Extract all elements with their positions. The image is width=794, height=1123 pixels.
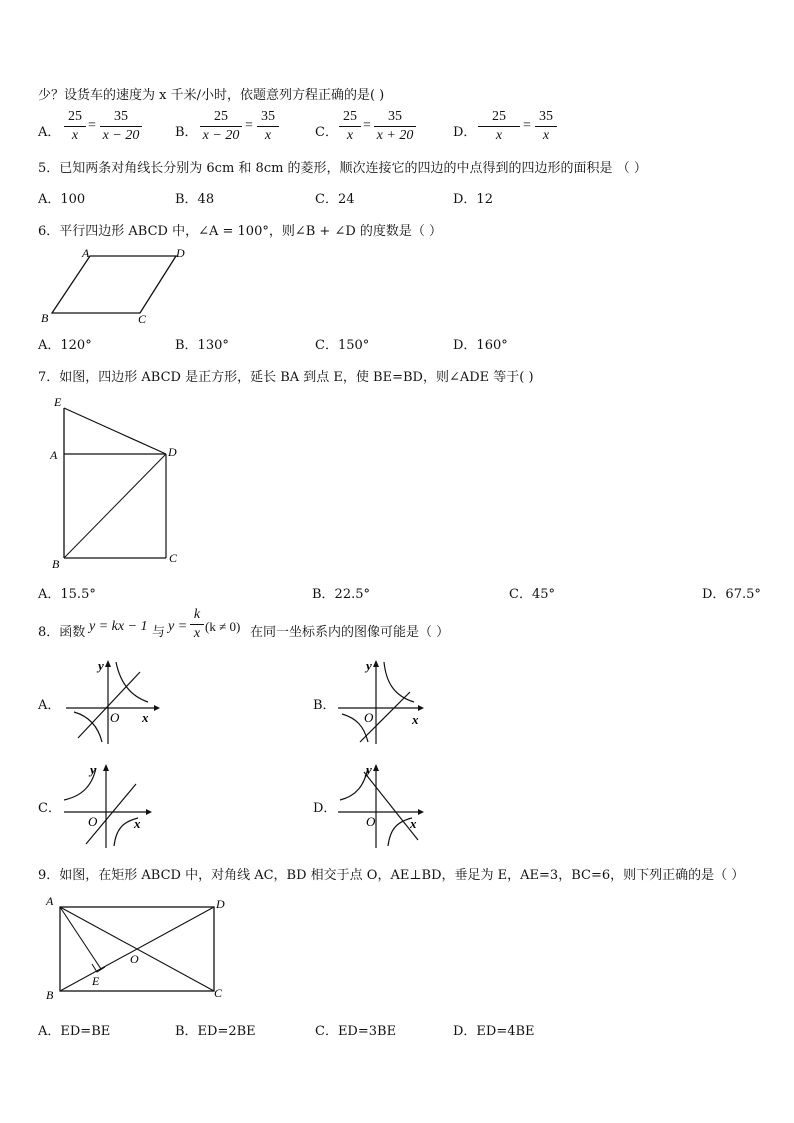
fraction-right: $\frac{35}{x}$	[535, 108, 557, 145]
equals-sign: =	[523, 118, 531, 133]
label-d: D	[176, 246, 185, 260]
q8-eq1: y = kx − 1	[89, 619, 148, 634]
q8-graph-d[interactable]	[334, 760, 434, 850]
q8-stem-suffix: 在同一坐标系内的图像可能是（ ）	[250, 625, 450, 640]
square-figure	[44, 392, 194, 572]
q4-stem: 少？设货车的速度为 x 千米/小时，依题意列方程正确的是( )	[38, 88, 385, 103]
svg-text:O: O	[364, 710, 374, 725]
q5-option-a[interactable]: A．100	[38, 192, 86, 207]
q7-option-a[interactable]: A．15.5°	[38, 587, 96, 602]
q5-option-b[interactable]: B．48	[175, 192, 215, 207]
svg-text:O: O	[88, 814, 98, 829]
label-b: B	[46, 988, 54, 1002]
q8-graph-c[interactable]	[60, 760, 160, 850]
label-a: A	[82, 246, 90, 260]
q8-option-c-label[interactable]: C．	[38, 801, 61, 816]
label-b: B	[41, 311, 49, 325]
q9-option-d[interactable]: D．ED=4BE	[453, 1024, 535, 1039]
fraction-right: $\frac{35}{x}$	[257, 108, 279, 145]
option-label: B．	[175, 125, 198, 140]
q6-option-d[interactable]: D．160°	[453, 338, 508, 353]
fraction-left: $\frac{25}{x}$	[478, 108, 520, 145]
q6-option-a[interactable]: A．120°	[38, 338, 92, 353]
option-label: D．	[453, 125, 477, 140]
fraction-left: $\frac{25}{x}$	[64, 108, 86, 145]
label-a: A	[50, 448, 58, 462]
svg-text:y: y	[98, 658, 104, 673]
q5-stem: 5．已知两条对角线长分别为 6cm 和 8cm 的菱形，顺次连接它的四边的中点得到的四边形的面积是 （ ）	[38, 161, 647, 176]
label-o: O	[130, 952, 139, 966]
q6-option-c[interactable]: C．150°	[315, 338, 370, 353]
label-d: D	[216, 897, 225, 911]
svg-text:y: y	[366, 762, 372, 777]
q8-stem-mid: 与	[152, 625, 166, 640]
svg-text:x: x	[142, 710, 149, 725]
q9-option-a[interactable]: A．ED=BE	[38, 1024, 111, 1039]
q8-stem-prefix: 8．函数	[38, 625, 86, 640]
label-e: E	[92, 974, 100, 988]
q5-option-c[interactable]: C．24	[315, 192, 355, 207]
svg-text:y: y	[366, 658, 372, 673]
option-label: A．	[38, 125, 61, 140]
q8-eq2-cond: (k ≠ 0)	[205, 619, 241, 634]
svg-text:x: x	[412, 712, 419, 727]
label-c: C	[169, 551, 178, 565]
q6-stem: 6．平行四边形 ABCD 中，∠A = 100°，则∠B + ∠D 的度数是（ ）	[38, 224, 443, 239]
q8-option-b-label[interactable]: B．	[313, 698, 336, 713]
equals-sign: =	[245, 118, 253, 133]
svg-text:O: O	[366, 814, 376, 829]
q8-graph-b[interactable]	[334, 656, 434, 746]
svg-text:x: x	[134, 816, 141, 831]
q9-option-c[interactable]: C．ED=3BE	[315, 1024, 397, 1039]
label-e: E	[54, 395, 62, 409]
label-b: B	[52, 557, 60, 571]
q5-option-d[interactable]: D．12	[453, 192, 493, 207]
q8-eq2-fraction: $\frac{k}{x}$	[190, 606, 204, 643]
q7-stem: 7．如图，四边形 ABCD 是正方形，延长 BA 到点 E，使 BE=BD，则∠ADE 等于( )	[38, 370, 534, 385]
fraction-left: $\frac{25}{x - 20}$	[200, 108, 242, 145]
q7-option-c[interactable]: C．45°	[509, 587, 555, 602]
fraction-right: $\frac{35}{x - 20}$	[100, 108, 142, 145]
label-a: A	[46, 894, 54, 908]
q7-option-d[interactable]: D．67.5°	[702, 587, 761, 602]
q6-option-b[interactable]: B．130°	[175, 338, 229, 353]
svg-text:y: y	[90, 762, 96, 777]
q7-option-b[interactable]: B．22.5°	[312, 587, 370, 602]
q8-eq2-left: y =	[168, 619, 188, 634]
q9-option-b[interactable]: B．ED=2BE	[175, 1024, 256, 1039]
option-label: C．	[315, 125, 338, 140]
label-c: C	[138, 312, 147, 326]
q8-option-d-label[interactable]: D．	[313, 801, 337, 816]
label-d: D	[168, 445, 177, 459]
parallelogram-figure	[36, 244, 196, 326]
label-c: C	[214, 986, 223, 1000]
fraction-left: $\frac{25}{x}$	[339, 108, 361, 145]
q9-stem: 9．如图，在矩形 ABCD 中，对角线 AC，BD 相交于点 O，AE⊥BD，垂足为 E，AE=3，BC=6，则下列正确的是（ ）	[38, 868, 745, 883]
rectangle-figure	[40, 893, 240, 1005]
svg-text:x: x	[410, 816, 417, 831]
q8-graph-a[interactable]	[60, 656, 170, 746]
equals-sign: =	[88, 118, 96, 133]
svg-text:O: O	[110, 710, 120, 725]
fraction-right: $\frac{35}{x + 20}$	[374, 108, 416, 145]
equals-sign: =	[363, 118, 371, 133]
q8-option-a-label[interactable]: A．	[38, 698, 61, 713]
